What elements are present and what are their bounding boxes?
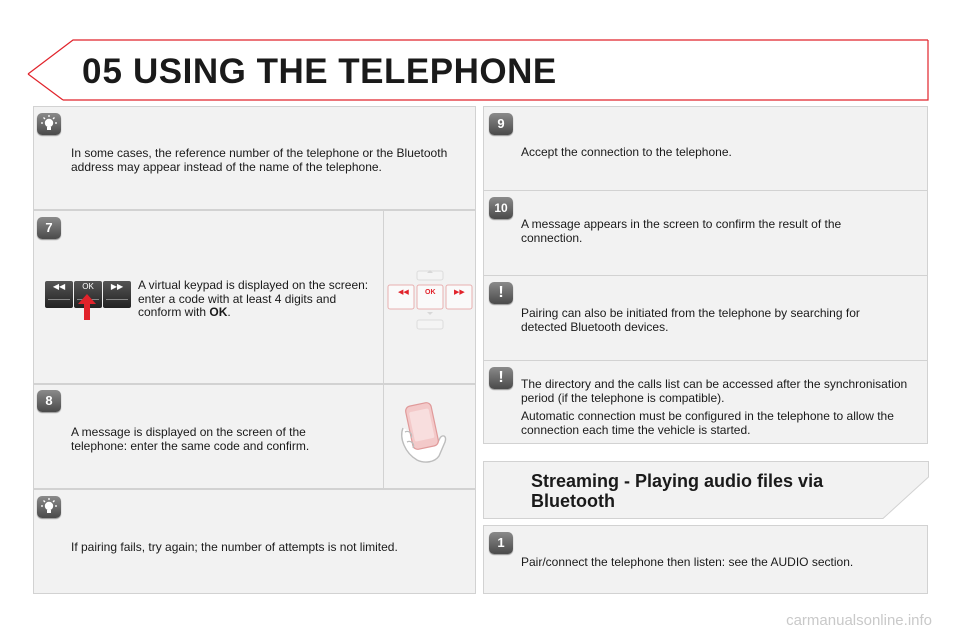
keypad-forward-button: ▶▶ bbox=[103, 281, 131, 308]
press-arrow-icon bbox=[78, 294, 96, 320]
streaming-section-title: Streaming - Playing audio files via Bluetooth bbox=[531, 471, 824, 511]
svg-text:▶▶: ▶▶ bbox=[454, 289, 465, 296]
divider-warnings bbox=[483, 360, 928, 361]
step-10-badge: 10 bbox=[489, 197, 513, 219]
warning-text-2-para-1: The directory and the calls list can be accessed after the synchronisation period (if the telephone is compatible). bbox=[521, 377, 908, 405]
svg-text:◀◀: ◀◀ bbox=[398, 289, 409, 296]
step-7-badge: 7 bbox=[37, 217, 61, 239]
keypad-rewind-button: ◀◀ bbox=[45, 281, 73, 308]
step-8-badge: 8 bbox=[37, 390, 61, 412]
divider-10-warning bbox=[483, 275, 928, 276]
note-text-pairing-name: In some cases, the reference number of the telephone or the Bluetooth address may appear instead of the name of the telephone. bbox=[71, 146, 448, 174]
navigation-dial-icon bbox=[385, 265, 475, 340]
warning-text-2-para-2: Automatic connection must be configured in the telephone to allow the connection each time the vehicle is started. bbox=[521, 409, 894, 437]
step-1-badge: 1 bbox=[489, 532, 513, 554]
step-7-text: A virtual keypad is displayed on the screen: enter a code with at least 4 digits and conform with OK. bbox=[138, 278, 369, 319]
step-8-divider bbox=[383, 384, 384, 489]
warning-text-1: Pairing can also be initiated from the telephone by searching for detected Bluetooth devices. bbox=[521, 306, 860, 334]
lightbulb-icon bbox=[37, 496, 61, 518]
watermark-text: carmanualsonline.info bbox=[786, 612, 932, 629]
warning-text-2 bbox=[521, 378, 911, 442]
warning-badge-1: ! bbox=[489, 282, 513, 304]
step-1-text: Pair/connect the telephone then listen: see the AUDIO section. bbox=[521, 555, 854, 569]
chapter-title: USING THE TELEPHONE bbox=[133, 52, 557, 91]
step-7-divider bbox=[383, 210, 384, 384]
svg-text:OK: OK bbox=[425, 289, 436, 296]
keypad-ok-button: OK bbox=[74, 281, 102, 308]
divider-9-10 bbox=[483, 190, 928, 191]
step-9-badge: 9 bbox=[489, 113, 513, 135]
chapter-number: 05 bbox=[82, 52, 123, 91]
note-text-retry: If pairing fails, try again; the number of attempts is not limited. bbox=[71, 540, 398, 554]
lightbulb-icon bbox=[37, 113, 61, 135]
hand-phone-icon bbox=[395, 398, 455, 468]
step-8-text: A message is displayed on the screen of the telephone: enter the same code and confirm. bbox=[71, 425, 310, 453]
step-9-text: Accept the connection to the telephone. bbox=[521, 145, 732, 159]
step-10-text: A message appears in the screen to confirm the result of the connection. bbox=[521, 217, 842, 245]
warning-badge-2: ! bbox=[489, 367, 513, 389]
